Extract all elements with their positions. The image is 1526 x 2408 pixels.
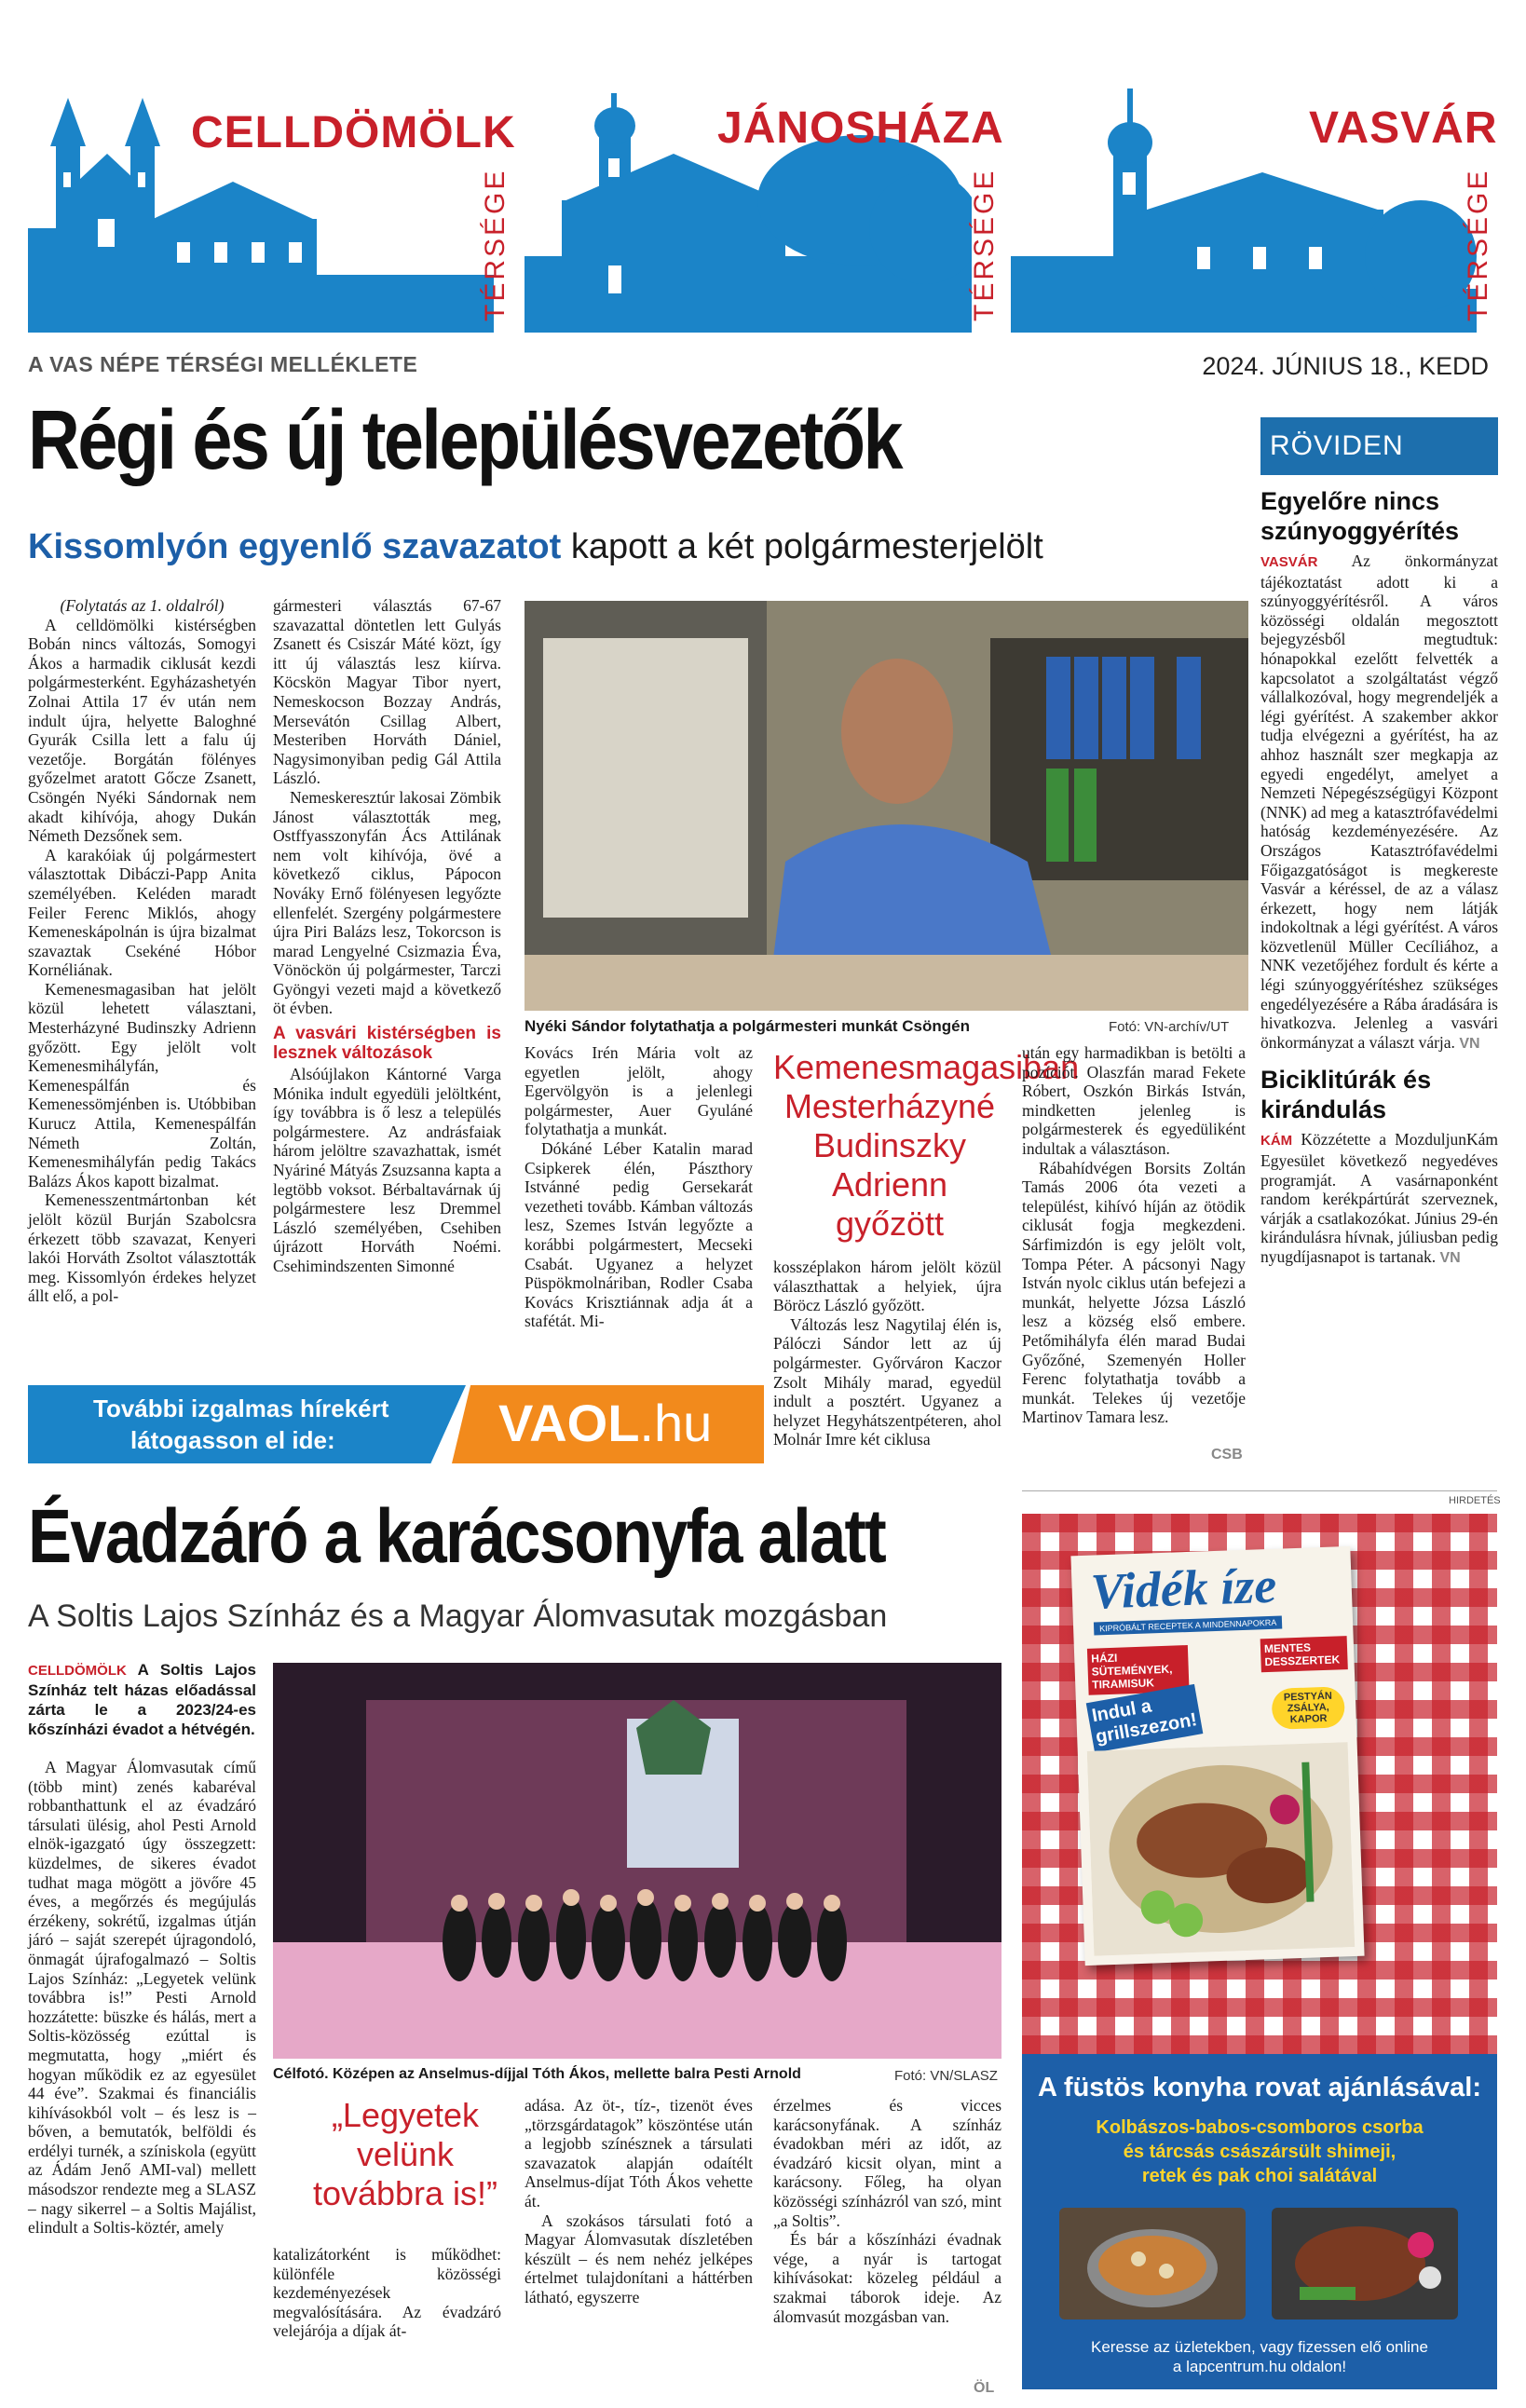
lead-column-1	[28, 596, 256, 1306]
paragraph: adása. Az öt-, tíz-, tizenöt éves „törzsgárdatagok” köszöntése után a legjobb színésznek a társulati szavazatok alapján odaítélt Anselmus-díjat Tóth Ákos vehette át.	[525, 2096, 753, 2211]
ad-footer-line: Keresse az üzletekben, vagy fizessen elő online	[1091, 2338, 1428, 2356]
brief-text: Közzétette a MozduljunKám Egyesület következő negyedéves programját. A vasárnaponként random kerékpártúrát szerveznek, várják a csatlakozókat. Június 29-én kirándulásra hívnak, júliusban pedig nyugdíjasnapot is tartanak.	[1260, 1130, 1498, 1266]
lead-headline: Régi és új településvezetők	[28, 394, 901, 487]
brief-signature: VN	[1459, 1035, 1480, 1052]
second-subheadline: A Soltis Lajos Színház és a Magyar Álomvasutak mozgásban	[28, 1599, 888, 1634]
paragraph: A celldömölki kistérségben Bobán nincs változás, Somogyi Ákos a harmadik ciklusát kezdi polgármesterként. Egyházashetyén Zolnai Attila 17 év után nem indult újra, helyette Baloghné Gyurák Csilla lett a falu új vezetője. Borgátán fölényes győzelmet aratott Gőcze Zsanett, Csöngén Nyéki Sándornak nem akadt kihívója, ahogy Dukán Németh Dezsőnek sem.	[28, 615, 256, 846]
lead-column-3	[525, 1043, 753, 1331]
paragraph: És bár a kőszínházi évadnak vége, a nyár is tartogat kihívásokat: közeleg például a szakmai táborok ideje. Az álomvasút mozgásban van.	[773, 2230, 1001, 2326]
lead-column-2	[273, 596, 501, 1276]
lead-photo	[525, 601, 1248, 1011]
ad-recipe-line: Kolbászos-babos-csomboros csorba	[1096, 2117, 1424, 2138]
second-column-4	[773, 2096, 1001, 2326]
magazine-cover	[1070, 1546, 1364, 1966]
banner-text-line2: látogasson el ide:	[130, 1426, 335, 1454]
vaol-logo-suffix: .hu	[639, 1394, 713, 1452]
office-scene-image	[525, 601, 1248, 1011]
continuation-note: (Folytatás az 1. oldalról)	[60, 596, 225, 615]
paragraph: után egy harmadikban is betölti a pozíciót. Olaszfán marad Fekete Róbert, Oszkón Birkás István, mindketten jelenleg is polgármesterek és egyedüliként indultak a választáson.	[1022, 1043, 1246, 1158]
second-column-2	[273, 2245, 501, 2341]
dish-photo-soup	[1059, 2208, 1246, 2320]
magazine-subtitle: KIPRÓBÁLT RECEPTEK A MINDENNAPOKRA	[1094, 1616, 1283, 1636]
grilled-food-image	[1087, 1742, 1356, 1956]
town-name-janoshaza: JÁNOSHÁZA	[717, 103, 1004, 153]
brief-body	[1260, 1130, 1498, 1268]
ad-label: HIRDETÉS	[1449, 1495, 1501, 1506]
vaol-banner[interactable]	[28, 1385, 1015, 1463]
paragraph: Nemeskeresztúr lakosai Zömbik Jánost választották meg, Ostffyasszonyfán Ács Attilának nem volt kihívója, övé a következő ciklus, Pápocon Nováky Ernő fölényesen legyőzte ellenfelét. Szergény polgármestere újra Piri Balázs lesz, Tokorcson is marad Lengyelné Csizmazia Éva, Vönöckön új polgármester, Tarczi Gyöngyi vezeti majd a következő öt évben.	[273, 787, 501, 1018]
second-column-1	[28, 1660, 256, 2238]
cover-badge: HÁZI SÜTEMÉNYEK, TIRAMISUK	[1087, 1645, 1190, 1695]
paragraph: Kemenesszentmártonban két jelölt közül Burján Szabolcsra érkezett több szavazat, Kenyeri lakói Horváth Zsoltot választották meg. Kissomlyón érdekes helyzet állt elő, a pol-	[28, 1190, 256, 1306]
theatre-photo-caption: Célfotó. Középen az Anselmus-díjjal Tóth Ákos, mellette balra Pesti Arnold	[273, 2066, 801, 2082]
sidebar-roviden	[1260, 486, 1498, 1269]
paragraph: Dókáné Léber Katalin marad Csipkerek élén, Pászthory Istvánné pedig Gersekarát vezetheti tovább. Kámban változás lesz, Szemes István legyőzte a korábbi polgármestert, Mecseki Csabát. Ugyanez a helyzet Püspökmolnáriban, Rodler Csaba Kovács Krisztiánnak adja át a stafétát. Mi-	[525, 1138, 753, 1331]
paragraph: Kovács Irén Mária volt az egyetlen jelölt, ahogy Egervölgyön is a jelenlegi polgármester, Auer Gyuláné folytathatja a munkát.	[525, 1043, 753, 1139]
dish-photo-meat-salad	[1272, 2208, 1458, 2320]
ad-footer-line: a lapcentrum.hu oldalon!	[1172, 2358, 1347, 2375]
tersege-label: TÉRSÉGE	[1463, 168, 1493, 321]
lead-photo-caption: Nyéki Sándor folytathatja a polgármesteri munkát Csöngén	[525, 1017, 971, 1035]
second-headline: Évadzáró a karácsonyfa alatt	[28, 1494, 886, 1579]
brief-signature: VN	[1439, 1250, 1461, 1266]
vaol-logo-main: VAOL	[498, 1394, 640, 1452]
sidebar-heading: RÖVIDEN	[1260, 417, 1498, 475]
magazine-masthead: Vidék íze	[1089, 1557, 1278, 1620]
paragraph: A Magyar Álomvasutak című (több mint) zenés kabaréval robbanthattunk el az évadzáró társulati ülésig, ahol Pesti Arnold elnök-igazgató úgy összegzett: küzdelmes, de sikeres évadot tudhat maga mögött a jövőre 45 éves, a megőrzés és megújulás érzékeny, sokrétű, izgalmas útján járó – saját szerepét újragondoló, önmagát újrafogalmazó – Soltis Lajos Színház: „Legyetek velünk továbbra is!” Pesti Arnold hozzátette: büszke és hálás, mert a Soltis-közösség ezúttal is megmutatta, hogy „miért és hogyan működik ez az egyesület 44 éve”. Szakmai és financiális kihívásokból volt – és lesz is – bőven, a bemutatók, belföldi és erdélyi turnék, a színiskola (együtt az Ádám Jenő AMI-val) mellett másodszor rendezte meg a SLASZ – nagy sikerrel – a Soltis Majálist, elindult a Soltis-köztér, amely	[28, 1758, 256, 2238]
cover-badge: MENTES DESSZERTEK	[1260, 1636, 1348, 1672]
lead-pull-quote: Kemenesmagasiban Mesterházyné Budinszky Adrienn győzött	[773, 1048, 1080, 1243]
subheadline-highlight: Kissomlyón egyenlő szavazatot	[28, 527, 562, 566]
brief-text: Az önkormányzat tájékoztatást adott ki a szúnyoggyérítésről. A város közösségi oldalán megosztott bejegyzésből megtudtuk: hónapokkal ezelőtt felvették a kapcsolatot a szolgáltatást végző vállalkozóval, hogy megrendeljék a légi gyérítést. A szakember akkor tudja elvégezni a gyérítést, ha az ahhoz használt szer megkapja az egyedi engedélyt, amelyet a Nemzeti Népegészségügyi Központ (NNK) ad meg a katasztrófavédelmi hatóság kezdeményezésére. Az Országos Katasztrófavédelmi Főigazgatóságot is megkereste Vasvár a kéréssel, de az a válasz érkezett, hogy nem látják indokoltnak a légi gyérítést. A város közvetlenül Müller Cecíliához, a NNK vezetőjéhez fordult és kérte a légi szúnyoggyérítéshez szükséges engedélyezésére a Rába áradására is hivatkozva. Jelenleg a vasvári önkormányzat a választ várja.	[1260, 551, 1498, 1052]
theatre-group-photo	[273, 1663, 1001, 2059]
theatre-photo-credit: Fotó: VN/SLASZ	[894, 2068, 998, 2084]
paragraph: kosszéplakon három jelölt közül választhattak a helyiek, újra Böröcz László győzött.	[773, 1258, 1001, 1315]
second-column-3	[525, 2096, 753, 2307]
second-pull-quote: „Legyetek velünk továbbra is!”	[312, 2096, 498, 2212]
ad-headline: A füstös konyha rovat ajánlásával:	[1038, 2073, 1481, 2102]
cover-headline: Indul a grillszezon!	[1086, 1684, 1204, 1753]
lead-column-5	[1022, 1043, 1246, 1427]
brief-tag: KÁM	[1260, 1133, 1293, 1150]
vaol-logo	[498, 1393, 712, 1453]
intro-paragraph	[28, 1660, 256, 1739]
lead-subheadline	[28, 527, 1043, 567]
cover-badge: PESTYÁN ZSÁLYA, KAPOR	[1272, 1686, 1345, 1730]
town-name-celldomolk: CELLDÖMÖLK	[191, 108, 516, 157]
paragraph: A szokásos társulati fotó a Magyar Álomvasutak díszletében készült – és nem nehéz jelképes értelmet tulajdonítani a háttérben látható, egyszerre	[525, 2211, 753, 2306]
lead-signature: CSB	[1211, 1447, 1243, 1462]
supplement-label: A VAS NÉPE TÉRSÉGI MELLÉKLETE	[28, 352, 418, 376]
brief-tag: VASVÁR	[1260, 554, 1318, 570]
subheadline-rest: kapott a két polgármesterjelölt	[561, 527, 1043, 566]
stage-scene-image	[273, 1663, 1001, 2059]
second-signature: ÖL	[974, 2380, 995, 2396]
brief-body	[1260, 551, 1498, 1054]
paragraph: gármesteri választás 67-67 szavazattal döntetlen lett Gulyás Zsanett és Csiszár Máté közt, így itt új választás lesz kiírva. Köcskön Magyar Tibor nyert, Nemeskocson Bozzay András, Mersevátón Csillag Albert, Mesteriben Horváth Dániel, Nagysimonyiban pedig Gál Attila László.	[273, 596, 501, 788]
ad-recipe-line: és tárcsás császársült shimeji,	[1123, 2142, 1397, 2162]
paragraph: Alsóújlakon Kántorné Varga Mónika indult egyedüli jelöltként, így továbbra is ő lesz a település polgármestere. Az andrásfaiak három jelöltre szavazhattak, ismét Nyáriné Mátyás Zsuzsanna kapta a legtöbb voksot. Bérbaltavárnak új polgármestere lesz Dremmel László személyében, Csehiben újrázott Horváth Noémi. Csehimindszenten Simonné	[273, 1065, 501, 1275]
section-divider	[1022, 1490, 1497, 1491]
lead-photo-credit: Fotó: VN-archív/UT	[1109, 1019, 1230, 1035]
tersege-label: TÉRSÉGE	[480, 168, 511, 321]
brief-title: Biciklitúrák és kirándulás	[1260, 1066, 1432, 1124]
banner-text-line1: További izgalmas hírekért	[93, 1394, 389, 1422]
issue-date: 2024. JÚNIUS 18., KEDD	[1202, 352, 1489, 380]
ad-recipe-line: retek és pak choi salátával	[1141, 2166, 1378, 2186]
paragraph: érzelmes és vicces karácsonyfának. A színház évadokban méri az időt, az évadzáró kicsit olyan, mint a karácsony. Főleg, ha olyan közösségi színházról van szó, mint „a Soltis”.	[773, 2096, 1001, 2230]
town-name-vasvar: VASVÁR	[1309, 103, 1498, 153]
tersege-label: TÉRSÉGE	[969, 168, 1000, 321]
videk-ize-ad[interactable]	[1022, 1514, 1497, 2389]
intro-tag: CELLDÖMÖLK	[28, 1663, 127, 1679]
lead-subhead: A vasvári kistérségben is lesznek változások	[273, 1024, 501, 1064]
paragraph: Változás lesz Nagytilaj élén is, Pálóczi Sándor lett az új polgármester. Győrváron Kaczor Zsolt Mihály marad, egyedül indult a posztért. Ugyanez a helyzet Hegyhátszentpéteren, ahol Molnár Imre két ciklusa	[773, 1314, 1001, 1449]
paragraph: Rábahídvégen Borsits Zoltán Tamás 2006 óta vezeti a települést, kihívó híján az ötödik ciklusát fogja megkezdeni. Sárfimizdón is egy jelölt volt, Tompa Péter. A pácsonyi Nagy István nyolc ciklus után befejezi a munkát, helyette Józsa László lesz a község első embere. Petőmihályfa élén marad Budai Győzőné, Szemenyén Holler Ferenc folytathatja tovább a munkát. Telekes új vezetője Martinov Tamara lesz.	[1022, 1158, 1246, 1427]
paragraph: A karakóiak új polgármestert választottak Dibáczi-Papp Anita személyében. Keléden maradt Feiler Ferenc Miklós, ahogy Kemeneskápolnán is újra bizalmat szavaztak Csekéné Hóbor Kornéliának.	[28, 845, 256, 980]
brief-title: Egyelőre nincs szúnyoggyérítés	[1260, 487, 1460, 545]
paragraph: katalizátorként is működhet: különféle közösségi kezdeményezések megvalósítására. Az évadzáró velejárója a díjak át-	[273, 2245, 501, 2341]
intro-text: A Soltis Lajos Színház telt házas előadással zárta le a 2023/24-es kőszínházi évadot a hétvégén.	[28, 1661, 256, 1738]
paragraph: Kemenesmagasiban hat jelölt közül lehetett választani, Mesterházyné Budinszky Adrienn győzött. Egy jelölt volt Kemenesmihályfán, Kemenespálfán és Kemenessömjénben is. Utóbbiban Kurucz Attila, Kemenespálfán Németh Zoltán, Kemenesmihályfán pedig Takács Balázs Ákos kapott bizalmat.	[28, 979, 256, 1190]
